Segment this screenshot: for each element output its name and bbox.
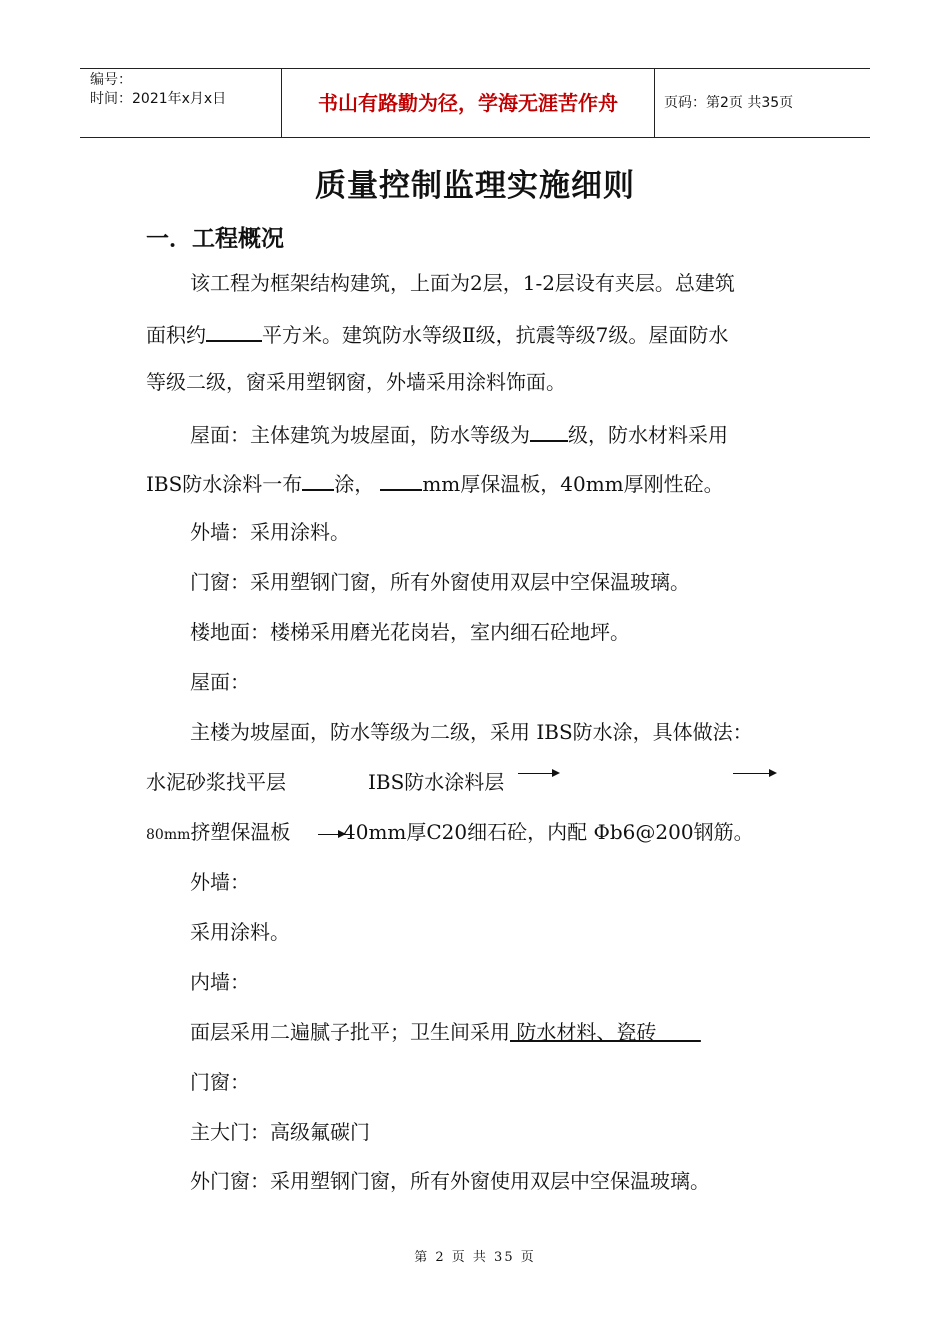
overview-line-2b: 平方米。建筑防水等级Ⅱ级，抗震等级7级。屋面防水: [262, 323, 729, 347]
roof-line-2c: mm厚保温板，40mm厚刚性砼。: [422, 472, 724, 496]
roof-line-2: [146, 467, 724, 499]
roof-line-2a: IBS防水涂料一布: [146, 472, 303, 496]
overview-line-3: 等级二级，窗采用塑钢窗，外墙采用涂料饰面。: [146, 370, 566, 394]
arrow-icon: [318, 834, 344, 835]
roof-step-3b: 挤塑保温板: [190, 820, 291, 844]
roof-step-1: 水泥砂浆找平层: [146, 770, 286, 794]
outer-windows-text: 外门窗：采用塑钢门窗，所有外窗使用双层中空保温玻璃。: [190, 1169, 710, 1193]
roof-step-2: IBS防水涂料层: [368, 770, 505, 794]
header-meta: [90, 71, 226, 109]
roof-line-1b: 级，防水材料采用: [568, 423, 728, 447]
floor-summary: 楼地面：楼梯采用磨光花岗岩，室内细石砼地坪。: [190, 620, 630, 644]
document-time: 时间：2021年x月x日: [90, 91, 227, 107]
doors-summary: 门窗：采用塑钢门窗，所有外窗使用双层中空保温玻璃。: [190, 570, 690, 594]
roof-line-1a: 屋面：主体建筑为坡屋面，防水等级为: [190, 423, 530, 447]
roof-step-4: 40mm厚C20细石砼，内配 Φb6@200钢筋。: [343, 820, 754, 844]
roof-line-2b: 涂，: [334, 472, 375, 496]
interior-wall-text: [190, 1017, 701, 1047]
interior-wall-desc: 面层采用二遍腻子批平；卫生间采用: [190, 1020, 510, 1044]
document-title: 质量控制监理实施细则: [315, 168, 635, 204]
arrow-icon: [518, 773, 558, 774]
roof-step-3a: 80mm: [146, 827, 191, 843]
interior-wall-label: 内墙：: [190, 970, 250, 994]
header-divider: [654, 69, 655, 137]
exterior-wall-label: 外墙：: [190, 870, 250, 894]
insulation-thickness-blank: [380, 467, 422, 491]
page-header: [80, 68, 870, 138]
doors-windows-label: 门窗：: [190, 1070, 250, 1094]
overview-line-2: [146, 318, 728, 350]
page-footer: 第 2 页 共 35 页: [414, 1250, 536, 1265]
section-heading: 一．工程概况: [146, 226, 284, 252]
roof-step-3: [146, 817, 290, 850]
overview-line-1: 该工程为框架结构建筑，上面为2层，1-2层设有夹层。总建筑: [190, 271, 735, 295]
roof-detail-label: 屋面：: [190, 670, 250, 694]
roof-detail-desc: 主楼为坡屋面，防水等级为二级，采用 IBS防水涂，具体做法：: [190, 720, 753, 744]
waterproof-grade-blank: [530, 418, 568, 442]
header-page-code: 页码：第2页 共35页: [664, 95, 794, 111]
exterior-wall-text: 采用涂料。: [190, 920, 290, 944]
arrow-icon: [733, 773, 775, 774]
document-number-label: 编号：: [90, 72, 132, 88]
main-door-text: 主大门：高级氟碳门: [190, 1120, 370, 1144]
roof-line-1: [190, 418, 728, 450]
area-blank: [206, 318, 262, 342]
overview-line-2a: 面积约: [146, 323, 206, 347]
coating-count-blank: [302, 467, 334, 491]
interior-wall-fill: 防水材料、瓷砖: [510, 1020, 701, 1044]
header-motto: 书山有路勤为径，学海无涯苦作舟: [318, 91, 618, 115]
exterior-wall-summary: 外墙：采用涂料。: [190, 520, 350, 544]
